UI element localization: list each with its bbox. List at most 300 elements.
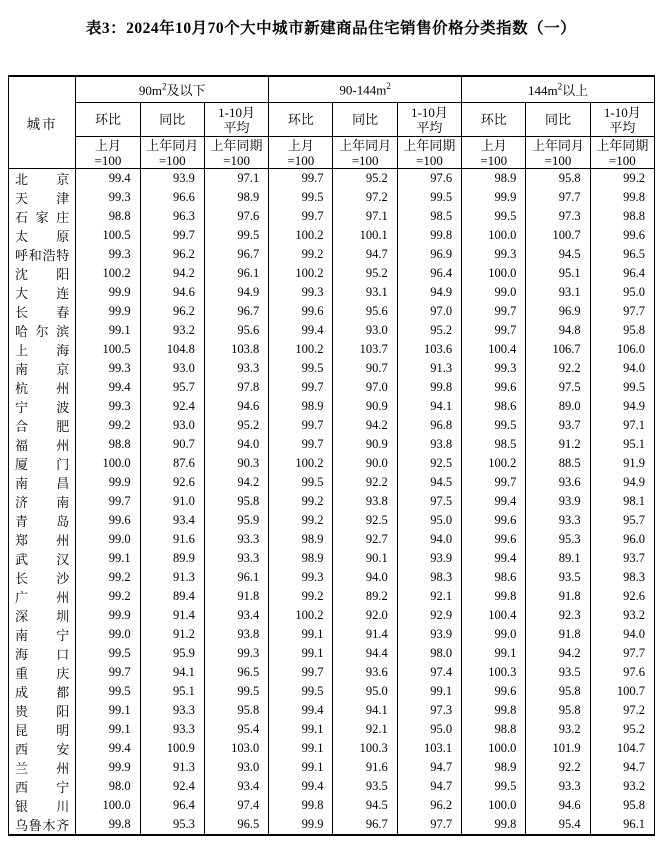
value-cell: 99.5 <box>397 188 461 207</box>
value-cell: 100.2 <box>269 340 333 359</box>
table-row <box>9 511 655 530</box>
city-cell: 深 圳 <box>9 606 76 625</box>
value-cell: 93.8 <box>204 625 268 644</box>
city-cell: 沈 阳 <box>9 264 76 283</box>
value-cell: 95.2 <box>590 720 654 739</box>
value-cell: 99.5 <box>462 777 526 796</box>
table-row <box>9 226 655 245</box>
value-cell: 99.3 <box>462 245 526 264</box>
value-cell: 89.2 <box>333 587 397 606</box>
value-cell: 91.4 <box>140 606 204 625</box>
value-cell: 97.1 <box>204 169 268 189</box>
value-cell: 99.7 <box>76 663 140 682</box>
value-cell: 93.9 <box>397 625 461 644</box>
group-label: 90m <box>138 83 163 98</box>
city-cell: 合 肥 <box>9 416 76 435</box>
value-cell: 91.6 <box>140 530 204 549</box>
value-cell: 94.9 <box>204 283 268 302</box>
value-cell: 98.9 <box>462 758 526 777</box>
base-header-same-period-last-year: 上年同期 =100 <box>590 137 654 169</box>
value-cell: 95.8 <box>590 321 654 340</box>
metric-header-yoy: 同比 <box>140 103 204 137</box>
value-cell: 99.5 <box>269 473 333 492</box>
table-row <box>9 245 655 264</box>
value-cell: 91.8 <box>204 587 268 606</box>
value-cell: 97.1 <box>590 416 654 435</box>
city-cell: 北 京 <box>9 169 76 189</box>
base-header-prev-month: 上月 =100 <box>76 137 140 169</box>
value-cell: 96.1 <box>590 815 654 835</box>
value-cell: 92.6 <box>140 473 204 492</box>
city-cell: 长 春 <box>9 302 76 321</box>
value-cell: 104.8 <box>140 340 204 359</box>
value-cell: 90.7 <box>140 435 204 454</box>
value-cell: 92.2 <box>526 758 590 777</box>
value-cell: 96.9 <box>526 302 590 321</box>
value-cell: 93.7 <box>590 549 654 568</box>
value-cell: 99.2 <box>269 587 333 606</box>
value-cell: 91.8 <box>526 587 590 606</box>
city-cell: 杭 州 <box>9 378 76 397</box>
value-cell: 95.8 <box>204 701 268 720</box>
value-cell: 97.7 <box>526 188 590 207</box>
value-cell: 97.7 <box>590 302 654 321</box>
value-cell: 93.6 <box>333 663 397 682</box>
value-cell: 97.6 <box>590 663 654 682</box>
value-cell: 96.5 <box>590 245 654 264</box>
value-cell: 95.2 <box>333 169 397 189</box>
city-cell: 银 川 <box>9 796 76 815</box>
value-cell: 99.1 <box>76 720 140 739</box>
value-cell: 95.2 <box>397 321 461 340</box>
metric-header-row <box>9 103 655 137</box>
value-cell: 100.2 <box>269 226 333 245</box>
value-cell: 99.2 <box>590 169 654 189</box>
price-index-table <box>8 75 655 836</box>
value-cell: 100.3 <box>333 739 397 758</box>
value-cell: 100.5 <box>76 226 140 245</box>
value-cell: 99.1 <box>76 549 140 568</box>
value-cell: 97.7 <box>590 644 654 663</box>
value-cell: 98.9 <box>269 530 333 549</box>
value-cell: 100.0 <box>462 264 526 283</box>
value-cell: 93.2 <box>590 777 654 796</box>
value-cell: 95.1 <box>140 682 204 701</box>
value-cell: 96.7 <box>333 815 397 835</box>
table-row <box>9 815 655 835</box>
city-cell: 厦 门 <box>9 454 76 473</box>
value-cell: 95.0 <box>397 511 461 530</box>
value-cell: 95.1 <box>526 264 590 283</box>
table-row <box>9 283 655 302</box>
value-cell: 94.5 <box>526 245 590 264</box>
value-cell: 98.1 <box>590 492 654 511</box>
value-cell: 92.5 <box>397 454 461 473</box>
value-cell: 97.2 <box>590 701 654 720</box>
value-cell: 94.6 <box>526 796 590 815</box>
value-cell: 94.6 <box>204 397 268 416</box>
value-cell: 93.3 <box>140 720 204 739</box>
value-cell: 98.0 <box>76 777 140 796</box>
value-cell: 99.8 <box>462 815 526 835</box>
value-cell: 94.9 <box>590 397 654 416</box>
value-cell: 100.0 <box>462 796 526 815</box>
value-cell: 94.2 <box>204 473 268 492</box>
value-cell: 96.9 <box>397 245 461 264</box>
table-row <box>9 397 655 416</box>
metric-header-avg: 1-10月 平均 <box>590 103 654 137</box>
value-cell: 92.6 <box>590 587 654 606</box>
value-cell: 99.4 <box>462 549 526 568</box>
value-cell: 99.8 <box>397 378 461 397</box>
value-cell: 96.5 <box>204 663 268 682</box>
value-cell: 99.5 <box>204 682 268 701</box>
value-cell: 98.3 <box>397 568 461 587</box>
value-cell: 96.2 <box>140 245 204 264</box>
value-cell: 100.3 <box>462 663 526 682</box>
city-cell: 郑 州 <box>9 530 76 549</box>
value-cell: 95.0 <box>590 283 654 302</box>
base-header-same-month-last-year: 上年同月 =100 <box>333 137 397 169</box>
value-cell: 93.5 <box>526 568 590 587</box>
value-cell: 98.5 <box>462 435 526 454</box>
value-cell: 99.8 <box>590 188 654 207</box>
city-cell: 昆 明 <box>9 720 76 739</box>
value-cell: 98.9 <box>269 397 333 416</box>
base-header-same-period-last-year: 上年同期 =100 <box>397 137 461 169</box>
table-row <box>9 340 655 359</box>
table-body <box>9 169 655 836</box>
value-cell: 95.8 <box>526 169 590 189</box>
value-cell: 96.1 <box>204 264 268 283</box>
table-row <box>9 720 655 739</box>
value-cell: 93.9 <box>140 169 204 189</box>
city-cell: 广 州 <box>9 587 76 606</box>
value-cell: 99.0 <box>76 625 140 644</box>
table-row <box>9 530 655 549</box>
value-cell: 99.2 <box>269 511 333 530</box>
value-cell: 99.9 <box>76 283 140 302</box>
value-cell: 91.0 <box>140 492 204 511</box>
value-cell: 98.8 <box>590 207 654 226</box>
value-cell: 91.3 <box>397 359 461 378</box>
group-label: 以上 <box>562 83 589 98</box>
value-cell: 101.9 <box>526 739 590 758</box>
value-cell: 106.7 <box>526 340 590 359</box>
city-cell: 哈 尔 滨 <box>9 321 76 340</box>
value-cell: 100.0 <box>462 739 526 758</box>
value-cell: 93.0 <box>204 758 268 777</box>
value-cell: 95.6 <box>204 321 268 340</box>
value-cell: 94.7 <box>590 758 654 777</box>
value-cell: 92.0 <box>333 606 397 625</box>
value-cell: 97.4 <box>397 663 461 682</box>
value-cell: 94.5 <box>333 796 397 815</box>
value-cell: 99.5 <box>269 682 333 701</box>
table-row <box>9 264 655 283</box>
value-cell: 94.1 <box>397 397 461 416</box>
value-cell: 95.2 <box>204 416 268 435</box>
table-row <box>9 549 655 568</box>
value-cell: 96.5 <box>204 815 268 835</box>
value-cell: 95.9 <box>140 644 204 663</box>
value-cell: 99.8 <box>76 815 140 835</box>
superscript: 2 <box>162 81 167 92</box>
value-cell: 97.0 <box>397 302 461 321</box>
value-cell: 88.5 <box>526 454 590 473</box>
value-cell: 100.2 <box>269 454 333 473</box>
value-cell: 96.2 <box>397 796 461 815</box>
value-cell: 92.1 <box>397 587 461 606</box>
value-cell: 99.3 <box>462 359 526 378</box>
base-header-same-period-last-year: 上年同期 =100 <box>204 137 268 169</box>
value-cell: 92.9 <box>397 606 461 625</box>
value-cell: 91.3 <box>140 568 204 587</box>
table-row <box>9 378 655 397</box>
group-label: 及以下 <box>166 83 206 98</box>
value-cell: 99.9 <box>269 815 333 835</box>
value-cell: 99.1 <box>269 758 333 777</box>
value-cell: 92.4 <box>140 777 204 796</box>
value-cell: 99.5 <box>590 378 654 397</box>
value-cell: 97.2 <box>333 188 397 207</box>
city-cell: 武 汉 <box>9 549 76 568</box>
value-cell: 90.7 <box>333 359 397 378</box>
group-label: 90-144m <box>339 82 387 98</box>
value-cell: 100.4 <box>462 606 526 625</box>
value-cell: 103.1 <box>397 739 461 758</box>
value-cell: 95.8 <box>204 492 268 511</box>
value-cell: 98.3 <box>590 568 654 587</box>
value-cell: 99.2 <box>76 568 140 587</box>
metric-header-mom: 环比 <box>462 103 526 137</box>
table-row <box>9 302 655 321</box>
city-cell: 贵 阳 <box>9 701 76 720</box>
value-cell: 98.9 <box>204 188 268 207</box>
value-cell: 92.7 <box>333 530 397 549</box>
value-cell: 103.6 <box>397 340 461 359</box>
city-cell: 成 都 <box>9 682 76 701</box>
value-cell: 96.3 <box>140 207 204 226</box>
value-cell: 98.6 <box>462 568 526 587</box>
value-cell: 94.0 <box>590 625 654 644</box>
value-cell: 99.1 <box>462 644 526 663</box>
table-row <box>9 473 655 492</box>
table-header <box>9 76 655 169</box>
value-cell: 96.1 <box>204 568 268 587</box>
value-cell: 99.4 <box>76 378 140 397</box>
value-cell: 99.5 <box>269 359 333 378</box>
value-cell: 97.6 <box>397 169 461 189</box>
group-header-144-above <box>462 76 655 103</box>
value-cell: 97.8 <box>204 378 268 397</box>
value-cell: 97.3 <box>526 207 590 226</box>
value-cell: 99.6 <box>590 226 654 245</box>
value-cell: 103.8 <box>204 340 268 359</box>
group-header-row <box>9 76 655 103</box>
value-cell: 99.3 <box>76 245 140 264</box>
superscript: 2 <box>386 80 391 91</box>
value-cell: 92.5 <box>333 511 397 530</box>
value-cell: 100.4 <box>462 340 526 359</box>
value-cell: 92.3 <box>526 606 590 625</box>
value-cell: 90.0 <box>333 454 397 473</box>
table-row <box>9 454 655 473</box>
table-row <box>9 188 655 207</box>
value-cell: 93.0 <box>333 321 397 340</box>
value-cell: 99.7 <box>269 663 333 682</box>
value-cell: 96.2 <box>140 302 204 321</box>
base-header-same-month-last-year: 上年同月 =100 <box>526 137 590 169</box>
value-cell: 99.1 <box>269 625 333 644</box>
value-cell: 98.9 <box>269 549 333 568</box>
value-cell: 89.9 <box>140 549 204 568</box>
value-cell: 95.7 <box>140 378 204 397</box>
value-cell: 91.2 <box>526 435 590 454</box>
value-cell: 95.3 <box>526 530 590 549</box>
value-cell: 99.5 <box>76 644 140 663</box>
city-cell: 济 南 <box>9 492 76 511</box>
city-cell: 兰 州 <box>9 758 76 777</box>
value-cell: 93.9 <box>397 549 461 568</box>
table-row <box>9 359 655 378</box>
value-cell: 97.7 <box>397 815 461 835</box>
value-cell: 100.0 <box>462 226 526 245</box>
value-cell: 94.1 <box>140 663 204 682</box>
table-row <box>9 169 655 189</box>
value-cell: 99.3 <box>76 397 140 416</box>
value-cell: 93.2 <box>140 321 204 340</box>
value-cell: 93.8 <box>397 435 461 454</box>
metric-header-mom: 环比 <box>76 103 140 137</box>
value-cell: 93.3 <box>526 511 590 530</box>
value-cell: 95.1 <box>590 435 654 454</box>
value-cell: 98.5 <box>397 207 461 226</box>
value-cell: 93.3 <box>204 549 268 568</box>
group-header-90-144 <box>269 76 462 103</box>
value-cell: 90.9 <box>333 435 397 454</box>
value-cell: 99.7 <box>269 378 333 397</box>
value-cell: 98.8 <box>76 207 140 226</box>
value-cell: 93.3 <box>526 777 590 796</box>
value-cell: 94.1 <box>333 701 397 720</box>
value-cell: 99.1 <box>269 644 333 663</box>
city-column-header: 城市 <box>9 76 76 169</box>
value-cell: 94.7 <box>333 245 397 264</box>
value-cell: 91.2 <box>140 625 204 644</box>
value-cell: 93.5 <box>333 777 397 796</box>
table-row <box>9 701 655 720</box>
value-cell: 104.7 <box>590 739 654 758</box>
value-cell: 93.7 <box>526 416 590 435</box>
value-cell: 100.2 <box>269 606 333 625</box>
value-cell: 99.7 <box>140 226 204 245</box>
value-cell: 100.0 <box>76 796 140 815</box>
value-cell: 93.4 <box>204 606 268 625</box>
value-cell: 99.7 <box>462 321 526 340</box>
value-cell: 94.9 <box>590 473 654 492</box>
value-cell: 99.5 <box>462 416 526 435</box>
value-cell: 91.8 <box>526 625 590 644</box>
value-cell: 91.6 <box>333 758 397 777</box>
value-cell: 93.3 <box>204 530 268 549</box>
value-cell: 89.0 <box>526 397 590 416</box>
value-cell: 99.6 <box>462 511 526 530</box>
value-cell: 99.9 <box>76 302 140 321</box>
value-cell: 99.7 <box>462 302 526 321</box>
value-cell: 90.3 <box>204 454 268 473</box>
value-cell: 87.6 <box>140 454 204 473</box>
value-cell: 94.0 <box>333 568 397 587</box>
value-cell: 99.7 <box>269 416 333 435</box>
value-cell: 99.5 <box>269 188 333 207</box>
value-cell: 99.8 <box>397 226 461 245</box>
page-title: 表3：2024年10月70个大中城市新建商品住宅销售价格分类指数（一） <box>85 20 577 37</box>
value-cell: 99.4 <box>76 169 140 189</box>
value-cell: 99.9 <box>76 473 140 492</box>
value-cell: 94.2 <box>526 644 590 663</box>
value-cell: 100.5 <box>76 340 140 359</box>
value-cell: 98.9 <box>462 169 526 189</box>
value-cell: 99.6 <box>462 682 526 701</box>
value-cell: 93.2 <box>526 720 590 739</box>
table-row <box>9 207 655 226</box>
table-row <box>9 568 655 587</box>
value-cell: 99.5 <box>76 682 140 701</box>
table-row <box>9 644 655 663</box>
value-cell: 94.4 <box>333 644 397 663</box>
value-cell: 97.5 <box>397 492 461 511</box>
value-cell: 99.9 <box>76 758 140 777</box>
value-cell: 95.0 <box>397 720 461 739</box>
value-cell: 99.7 <box>269 435 333 454</box>
city-cell: 南 昌 <box>9 473 76 492</box>
value-cell: 99.4 <box>269 321 333 340</box>
value-cell: 99.7 <box>76 492 140 511</box>
city-cell: 西 宁 <box>9 777 76 796</box>
value-cell: 92.2 <box>526 359 590 378</box>
value-cell: 106.0 <box>590 340 654 359</box>
city-cell: 重 庆 <box>9 663 76 682</box>
value-cell: 95.3 <box>140 815 204 835</box>
value-cell: 94.2 <box>333 416 397 435</box>
city-cell: 乌 鲁 木 齐 <box>9 815 76 835</box>
value-cell: 94.2 <box>140 264 204 283</box>
value-cell: 99.3 <box>204 644 268 663</box>
value-cell: 93.6 <box>526 473 590 492</box>
value-cell: 99.0 <box>76 530 140 549</box>
value-cell: 99.2 <box>76 587 140 606</box>
base-header-prev-month: 上月 =100 <box>269 137 333 169</box>
metric-header-yoy: 同比 <box>333 103 397 137</box>
value-cell: 94.5 <box>397 473 461 492</box>
value-cell: 99.1 <box>269 739 333 758</box>
value-cell: 90.1 <box>333 549 397 568</box>
value-cell: 99.3 <box>76 188 140 207</box>
table-row <box>9 625 655 644</box>
value-cell: 97.0 <box>333 378 397 397</box>
value-cell: 99.2 <box>269 492 333 511</box>
value-cell: 99.6 <box>269 302 333 321</box>
table-row <box>9 777 655 796</box>
value-cell: 93.0 <box>140 416 204 435</box>
value-cell: 94.8 <box>526 321 590 340</box>
value-cell: 99.7 <box>269 169 333 189</box>
value-cell: 98.8 <box>462 720 526 739</box>
value-cell: 99.3 <box>269 283 333 302</box>
value-cell: 96.4 <box>590 264 654 283</box>
value-cell: 93.1 <box>526 283 590 302</box>
